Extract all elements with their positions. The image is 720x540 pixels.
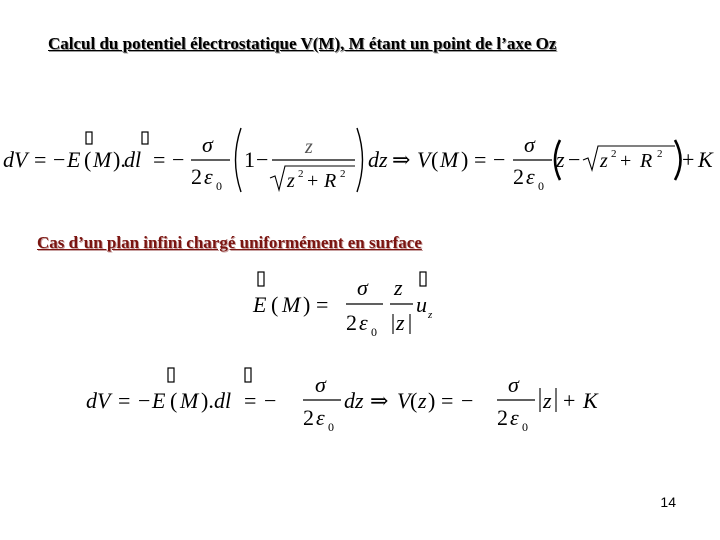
svg-text:−: − [568, 147, 581, 172]
unit-vector-marker [420, 272, 426, 286]
svg-text:+K: + K [682, 147, 713, 172]
svg-text:+: + [307, 170, 319, 192]
section-heading: Cas d’un plan infini chargé uniformément en surface [37, 233, 422, 252]
svg-text:σ: σ [315, 372, 326, 397]
svg-text:R: R [640, 150, 653, 172]
svg-text:2: 2 [303, 405, 314, 430]
plane-potential-equation [0, 362, 720, 442]
svg-text:1: 1 [244, 147, 255, 172]
svg-text:2: 2 [513, 164, 524, 189]
svg-text:z: z [396, 310, 405, 335]
svg-text:dz⇒V(z)=−: dz ⇒ V(z) = − [344, 388, 474, 413]
svg-text:σ: σ [357, 275, 368, 300]
svg-text:z: z [543, 388, 552, 413]
svg-text:dV=−E(M).dl=−: dV = −E (M).dl = − [3, 147, 185, 172]
svg-text:ε: ε [510, 405, 519, 430]
slide-title: Calcul du potentiel électrostatique V(M), M étant un point de l’axe Oz [48, 34, 557, 53]
svg-text:E(M)=: E ( M ) = [253, 292, 329, 317]
svg-text:ε: ε [526, 164, 535, 189]
svg-text:z: z [556, 147, 565, 172]
svg-text:0: 0 [216, 179, 222, 193]
svg-text:z: z [287, 170, 295, 192]
svg-text:z: z [394, 275, 403, 300]
svg-text:z: z [600, 150, 608, 172]
svg-text:ε: ε [359, 310, 368, 335]
vector-arrow-markers [86, 132, 148, 144]
svg-text:2: 2 [298, 168, 304, 180]
svg-text:σ: σ [524, 132, 535, 157]
svg-text:+K: + K [563, 388, 598, 413]
page-number: 14 [660, 494, 676, 510]
svg-text:σ: σ [202, 132, 213, 157]
svg-text:2: 2 [497, 405, 508, 430]
svg-text:dV=−E(M).dl=−: dV = −E ( M ).dl = − [86, 388, 277, 413]
svg-text:2: 2 [611, 148, 617, 160]
svg-text:2: 2 [346, 310, 357, 335]
plane-field-equation [0, 268, 720, 348]
svg-text:dz⇒V(M)=−: dz ⇒ V(M ) = − [368, 147, 506, 172]
svg-text:0: 0 [538, 179, 544, 193]
svg-text:z: z [305, 136, 313, 158]
svg-text:+: + [620, 150, 632, 172]
svg-text:ε: ε [316, 405, 325, 430]
svg-text:R: R [324, 170, 337, 192]
svg-text:σ: σ [508, 372, 519, 397]
disk-potential-equation [0, 120, 720, 200]
svg-text:−: − [256, 147, 269, 172]
svg-text:z: z [428, 309, 433, 321]
svg-text:2: 2 [657, 148, 663, 160]
svg-text:ε: ε [204, 164, 213, 189]
svg-text:0: 0 [328, 420, 334, 434]
vector-arrow-markers [168, 368, 251, 382]
svg-text:2: 2 [191, 164, 202, 189]
svg-text:0: 0 [371, 325, 377, 339]
svg-text:2: 2 [340, 168, 346, 180]
svg-text:u: u [416, 292, 427, 317]
vector-arrow-marker [258, 272, 264, 286]
svg-text:0: 0 [522, 420, 528, 434]
